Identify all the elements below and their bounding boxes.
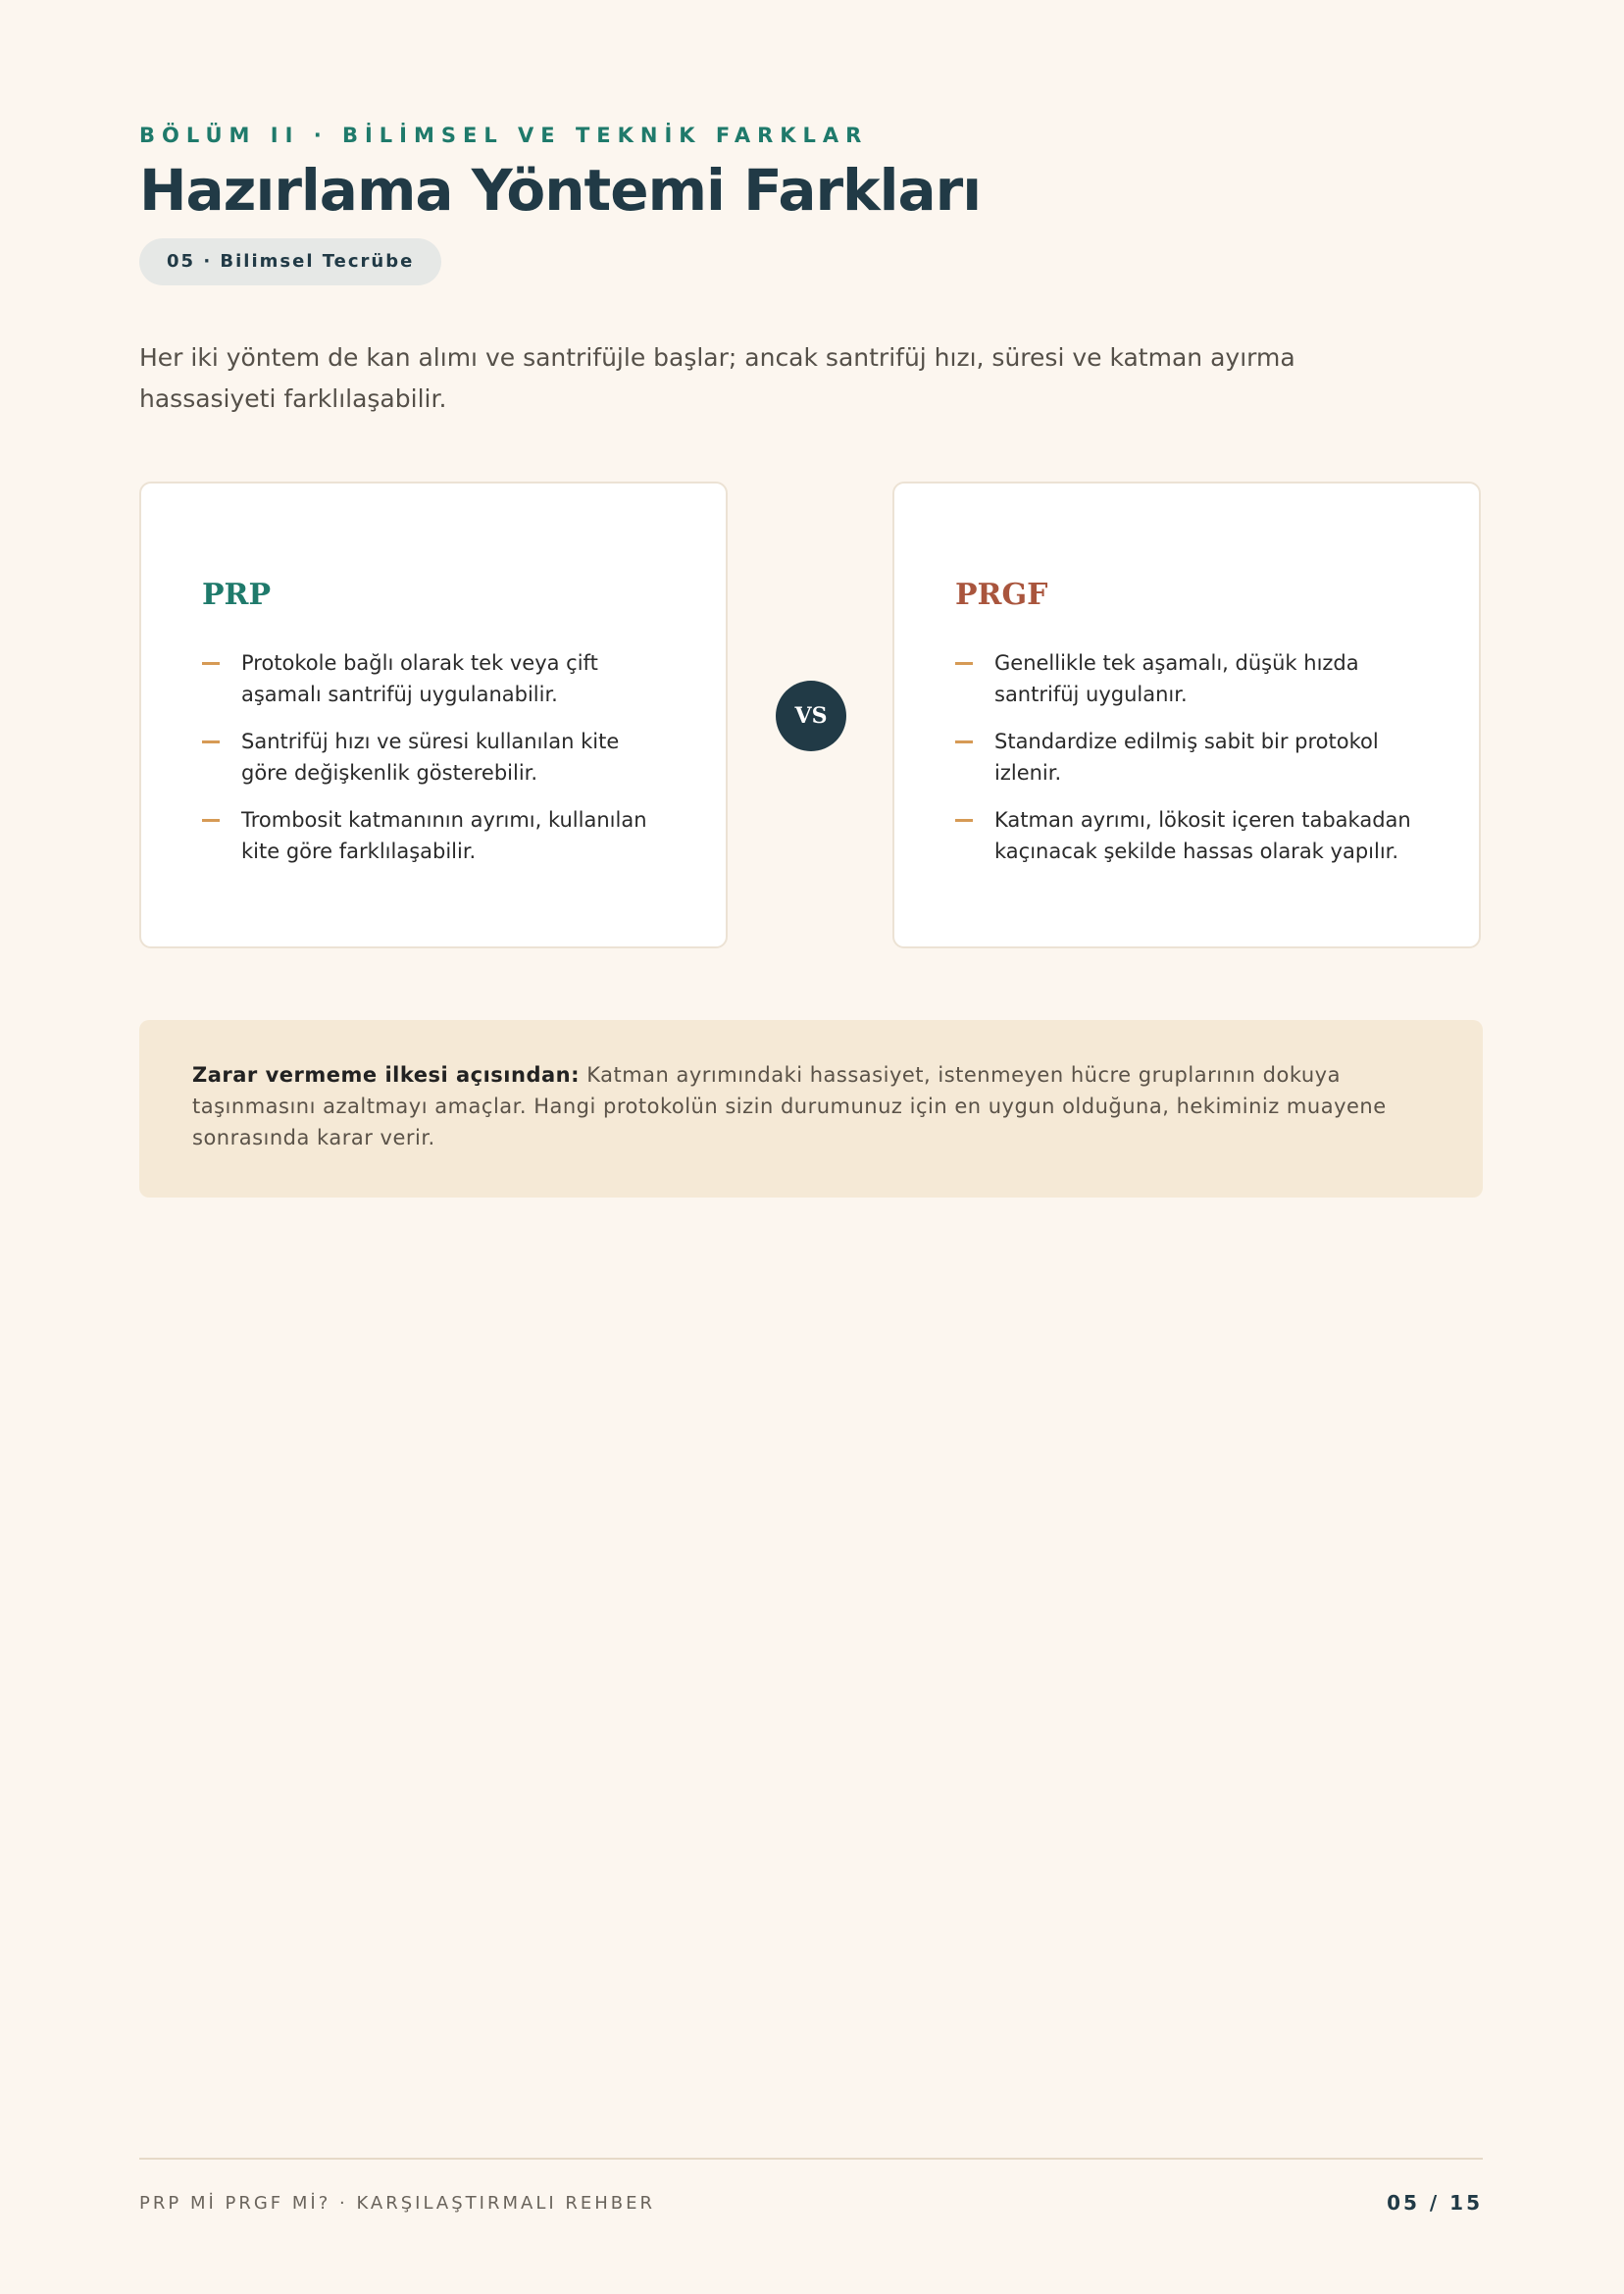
prgf-card-title: PRGF bbox=[955, 578, 1048, 612]
page bbox=[139, 0, 1483, 2294]
dash-bullet-icon bbox=[955, 740, 973, 743]
prgf-list bbox=[955, 647, 1418, 867]
dash-bullet-icon bbox=[955, 819, 973, 822]
list-item-text: Standardize edilmiş sabit bir protokol izlenir. bbox=[994, 730, 1379, 785]
list-item bbox=[202, 726, 665, 789]
note-heading: Zarar vermeme ilkesi açısından: bbox=[192, 1063, 581, 1087]
list-item-text: Protokole bağlı olarak tek veya çift aşamalı santrifüj uygulanabilir. bbox=[241, 651, 598, 706]
list-item bbox=[955, 726, 1418, 789]
intro-paragraph: Her iki yöntem de kan alımı ve santrifüjle başlar; ancak santrifüj hızı, süresi ve katman ayırma hassasiyeti farklılaşabilir. bbox=[139, 343, 1295, 413]
list-item bbox=[202, 804, 665, 867]
prp-card bbox=[139, 482, 728, 948]
section-eyebrow: BÖLÜM II · BİLİMSEL VE TEKNİK FARKLAR bbox=[139, 124, 869, 147]
dash-bullet-icon bbox=[202, 819, 220, 822]
dash-bullet-icon bbox=[202, 662, 220, 665]
list-item bbox=[202, 647, 665, 710]
footer-document-title: PRP Mİ PRGF Mİ? · KARŞILAŞTIRMALI REHBER bbox=[139, 2193, 656, 2214]
list-item-text: Trombosit katmanının ayrımı, kullanılan kite göre farklılaşabilir. bbox=[241, 808, 647, 863]
prp-list bbox=[202, 647, 665, 867]
page-number: 05 / 15 bbox=[1387, 2191, 1483, 2215]
list-item-text: Genellikle tek aşamalı, düşük hızda santrifüj uygulanır. bbox=[994, 651, 1359, 706]
list-item-text: Katman ayrımı, lökosit içeren tabakadan kaçınacak şekilde hassas olarak yapılır. bbox=[994, 808, 1411, 863]
section-badge: 05 · Bilimsel Tecrübe bbox=[139, 238, 441, 285]
prgf-card bbox=[892, 482, 1481, 948]
page-title: Hazırlama Yöntemi Farkları bbox=[139, 157, 982, 224]
list-item bbox=[955, 804, 1418, 867]
info-note bbox=[139, 1020, 1483, 1198]
vs-badge: VS bbox=[776, 681, 846, 751]
dash-bullet-icon bbox=[955, 662, 973, 665]
footer-divider bbox=[139, 2158, 1483, 2160]
note-text: Katman ayrımındaki hassasiyet, istenmeyen hücre gruplarının dokuya taşınmasını azaltmayı amaçlar. Hangi protokolün sizin durumunuz için en uygun olduğuna, hekiminiz muayene sonrasında karar verir. bbox=[192, 1063, 1387, 1149]
list-item bbox=[955, 647, 1418, 710]
prp-card-title: PRP bbox=[202, 578, 272, 612]
dash-bullet-icon bbox=[202, 740, 220, 743]
list-item-text: Santrifüj hızı ve süresi kullanılan kite göre değişkenlik gösterebilir. bbox=[241, 730, 620, 785]
